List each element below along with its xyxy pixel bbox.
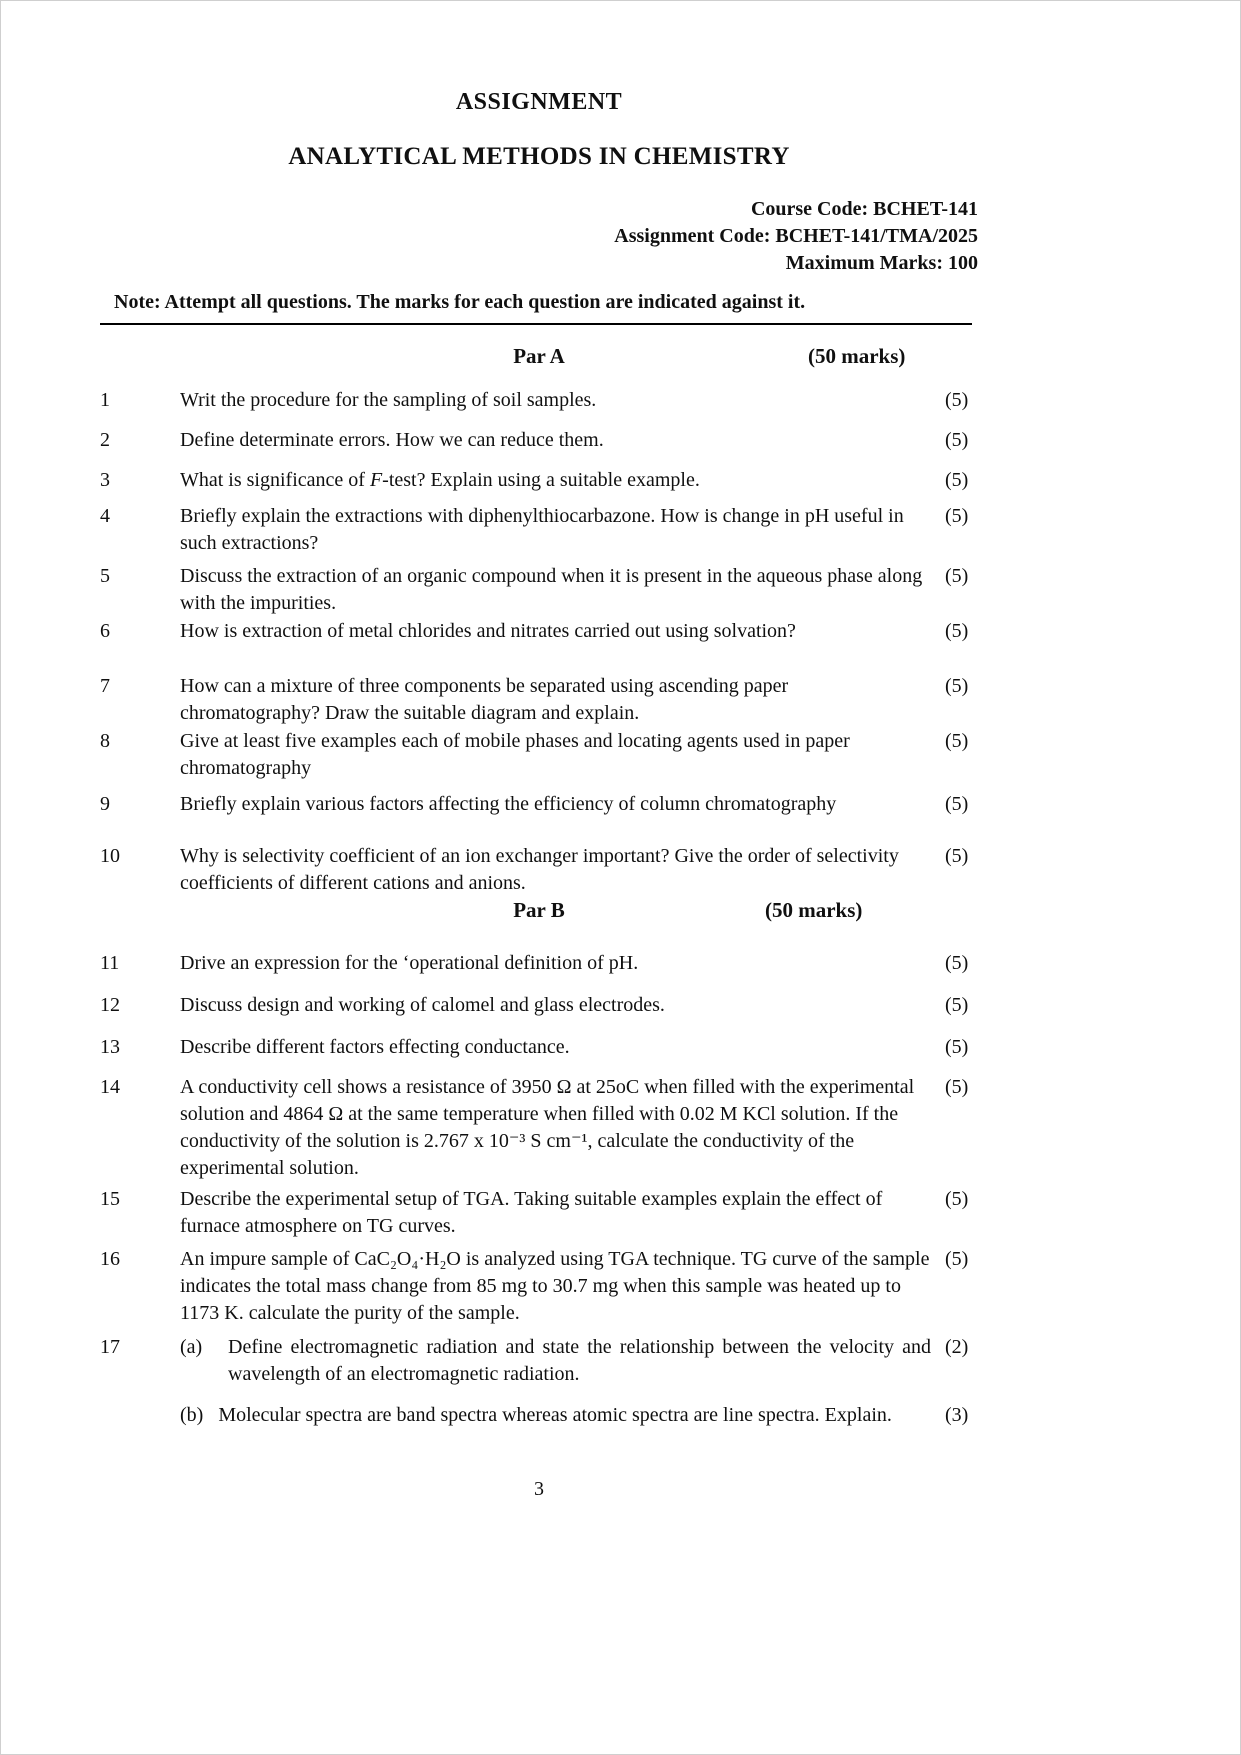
question-number: 10 (100, 845, 120, 867)
question-marks: (5) (945, 1076, 969, 1098)
question-text: Describe the experimental setup of TGA. Taking suitable examples explain the effect of furnace atmosphere on TG curves. (180, 1188, 883, 1237)
question-number: 1 (100, 389, 110, 411)
document-content (100, 88, 978, 1429)
question-text: Drive an expression for the ‘operational definition of pH. (180, 952, 639, 974)
question-row (100, 1334, 978, 1388)
question-text: Briefly explain various factors affecting the efficiency of column chromatography (180, 793, 837, 815)
section-heading-part-b (100, 897, 978, 924)
question-number: 14 (100, 1076, 120, 1098)
question-marks: (5) (945, 1248, 969, 1270)
subquestion-label: (b) (180, 1404, 204, 1426)
question-text: Define determinate errors. How we can reduce them. (180, 429, 604, 451)
page-title: ASSIGNMENT (455, 89, 623, 115)
question-row (100, 791, 978, 818)
question-text: How is extraction of metal chlorides and nitrates carried out using solvation? (180, 620, 796, 642)
question-number: 4 (100, 505, 110, 527)
question-row (100, 1034, 978, 1061)
question-text: Discuss design and working of calomel and glass electrodes. (180, 994, 665, 1016)
section-heading-part-a (100, 343, 978, 370)
question-marks: (5) (945, 675, 969, 697)
question-number: 12 (100, 994, 120, 1016)
question-number: 15 (100, 1188, 120, 1210)
question-marks: (3) (945, 1404, 969, 1426)
question-number: 17 (100, 1336, 120, 1358)
note-line: Note: Attempt all questions. The marks for each question are indicated against it. (100, 289, 972, 325)
question-text: How can a mixture of three components be separated using ascending paper chromatography? Draw the suitable diagram and explain. (180, 675, 789, 724)
question-text (180, 1334, 945, 1388)
question-text: Briefly explain the extractions with diphenylthiocarbazone. How is change in pH useful in such extractions? (180, 505, 904, 554)
question-marks: (5) (945, 1188, 969, 1210)
question-row (100, 992, 978, 1019)
subquestion-label: (a) (180, 1336, 203, 1358)
assignment-code: Assignment Code: BCHET-141/TMA/2025 (614, 225, 978, 247)
question-text: A conductivity cell shows a resistance of 3950 Ω at 25oC when filled with the experimental solution and 4864 Ω at the same temperature when filled with 0.02 M KCl solution. If the conductivity of the solution is 2.767 x 10⁻³ S cm⁻¹, calculate the conductivity of the experimental solution. (180, 1076, 915, 1179)
question-text (180, 467, 945, 494)
question-row (100, 950, 978, 977)
question-number: 7 (100, 675, 110, 697)
question-marks: (5) (945, 952, 969, 974)
question-row (100, 1402, 978, 1429)
question-row (100, 673, 978, 727)
question-row (100, 427, 978, 454)
question-text: Why is selectivity coefficient of an ion exchanger important? Give the order of selectivity coefficients of different cations and anions. (180, 845, 899, 894)
question-marks: (5) (945, 620, 969, 642)
question-row (100, 467, 978, 494)
question-row (100, 728, 978, 782)
section-b-marks: (50 marks) (765, 898, 863, 922)
question-text (180, 1402, 945, 1429)
question-row (100, 503, 978, 557)
question-number: 13 (100, 1036, 120, 1058)
section-a-title: Par A (513, 344, 565, 368)
question-text: An impure sample of CaC₂O₄·H₂O is analyzed using TGA technique. TG curve of the sample indicates the total mass change from 85 mg to 30.7 mg when this sample was heated up to 1173 K. calculate the purity of the sample. (180, 1248, 930, 1324)
question-number: 16 (100, 1248, 120, 1270)
question-number: 6 (100, 620, 110, 642)
question-marks: (5) (945, 845, 969, 867)
maximum-marks: Maximum Marks: 100 (785, 252, 978, 274)
course-code: Course Code: BCHET-141 (750, 198, 978, 220)
question-row (100, 1074, 978, 1182)
page-subtitle: ANALYTICAL METHODS IN CHEMISTRY (288, 143, 790, 170)
question-marks: (5) (945, 389, 969, 411)
question-text: Writ the procedure for the sampling of soil samples. (180, 389, 597, 411)
subquestion-text: Define electromagnetic radiation and state the relationship between the velocity and wavelength of an electromagnetic radiation. (228, 1336, 931, 1385)
question-row (100, 1246, 978, 1327)
subquestion-text: Molecular spectra are band spectra whereas atomic spectra are line spectra. Explain. (218, 1404, 892, 1426)
question-row (100, 843, 978, 897)
question-row (100, 387, 978, 414)
question-number: 8 (100, 730, 110, 752)
question-text: Discuss the extraction of an organic compound when it is present in the aqueous phase along with the impurities. (180, 565, 923, 614)
question-row (100, 618, 978, 645)
question-marks: (5) (945, 469, 969, 491)
question-text-part: What is significance of (180, 469, 370, 491)
question-marks: (5) (945, 730, 969, 752)
question-number: 9 (100, 793, 110, 815)
question-marks: (5) (945, 565, 969, 587)
question-row (100, 563, 978, 617)
question-number (100, 1402, 180, 1429)
question-marks: (5) (945, 793, 969, 815)
section-a-marks: (50 marks) (808, 344, 906, 368)
course-info-block (100, 196, 978, 277)
question-number: 5 (100, 565, 110, 587)
section-b-title: Par B (513, 898, 565, 922)
question-marks: (5) (945, 429, 969, 451)
question-marks: (5) (945, 994, 969, 1016)
question-text-part: -test? Explain using a suitable example. (382, 469, 700, 491)
question-text: Give at least five examples each of mobile phases and locating agents used in paper chromatography (180, 730, 850, 779)
question-marks: (2) (945, 1336, 969, 1358)
question-number: 11 (100, 952, 120, 974)
question-marks: (5) (945, 505, 969, 527)
page-number: 3 (534, 1478, 544, 1500)
question-text: Describe different factors effecting conductance. (180, 1036, 570, 1058)
question-row (100, 1186, 978, 1240)
question-marks: (5) (945, 1036, 969, 1058)
question-text-italic: F (369, 469, 383, 491)
question-number: 3 (100, 469, 110, 491)
question-number: 2 (100, 429, 110, 451)
